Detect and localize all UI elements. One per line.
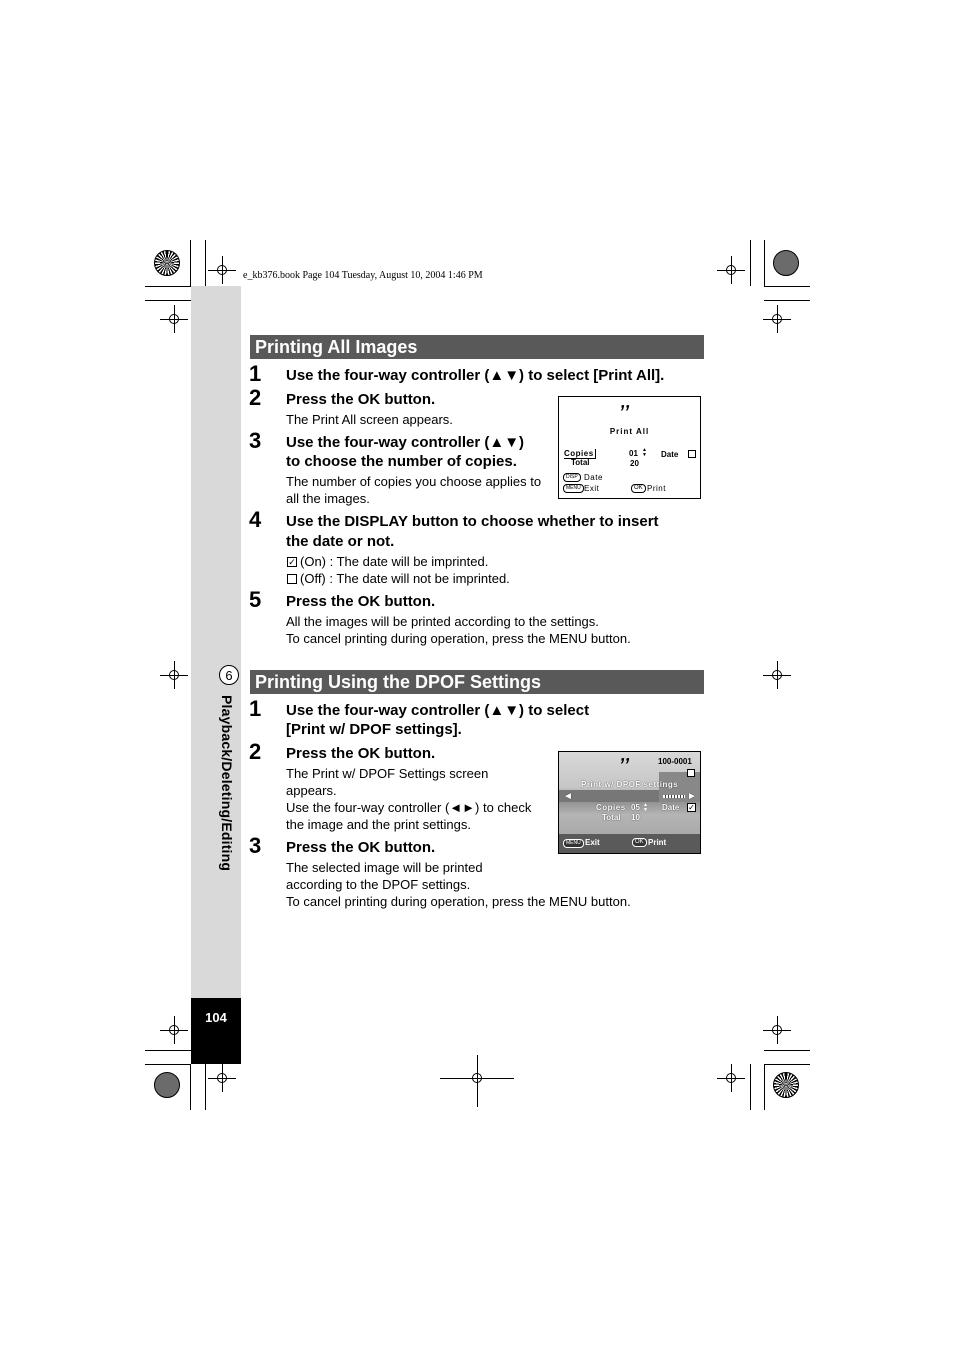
- date-checkbox-checked: ✓: [688, 803, 695, 812]
- disp-badge: DISP: [563, 473, 581, 482]
- crosshair-mark: [174, 1016, 175, 1044]
- step-body: All the images will be printed according to the settings.: [286, 614, 599, 629]
- printer-icon: ʼʼ: [619, 755, 630, 775]
- date-label: Date: [662, 803, 680, 812]
- step-body: all the images.: [286, 491, 370, 506]
- crop-mark: [145, 1064, 191, 1065]
- copies-label: Copies: [564, 449, 594, 458]
- crop-mark: [145, 286, 191, 287]
- step-title: Use the four-way controller (▲▼): [286, 434, 525, 451]
- total-label: Total: [571, 458, 590, 467]
- crop-mark: [145, 300, 191, 301]
- crop-mark: [190, 1064, 191, 1110]
- step-number: 1: [249, 696, 262, 721]
- crop-mark: [750, 1064, 751, 1110]
- ok-label: Print: [647, 484, 666, 493]
- date-checkbox: [688, 450, 696, 458]
- total-value: 10: [631, 813, 640, 822]
- crosshair-mark: [174, 661, 175, 689]
- stepper-arrows-icon: ▲ ▼: [642, 447, 647, 458]
- section-title-printing-all: Printing All Images: [250, 335, 704, 359]
- dpof-screen: [558, 751, 701, 854]
- step-title: Press the OK button.: [286, 745, 436, 762]
- crosshair-mark: [222, 1064, 223, 1092]
- step-number: 4: [249, 507, 262, 532]
- protect-icon: [687, 769, 695, 777]
- menu-badge: MENU: [563, 484, 584, 493]
- step-title: the date or not.: [286, 533, 395, 550]
- checked-box-icon: ✓: [288, 557, 296, 567]
- crosshair-mark: [174, 305, 175, 333]
- step-body: To cancel printing during operation, press the MENU button.: [286, 631, 631, 646]
- step-body: The number of copies you choose applies to: [286, 474, 542, 489]
- disp-label: Date: [584, 473, 603, 482]
- registration-disc-top-right: [773, 250, 799, 276]
- menu-label: Exit: [584, 484, 600, 493]
- menu-badge: MENU: [563, 839, 584, 848]
- step-body: Use the four-way controller (◄►) to check: [286, 800, 532, 815]
- step-body: To cancel printing during operation, press the MENU button.: [286, 894, 631, 909]
- step-title: [Print w/ DPOF settings].: [286, 721, 462, 738]
- step-number: 5: [249, 587, 262, 612]
- step-body: appears.: [286, 783, 337, 798]
- crosshair-mark: [731, 1064, 732, 1092]
- crosshair-mark: [777, 661, 778, 689]
- copies-value: 01: [629, 449, 638, 458]
- ok-badge: OK: [631, 484, 646, 493]
- chapter-number: 6: [219, 665, 239, 685]
- file-number: 100-0001: [658, 757, 692, 766]
- total-label: Total: [602, 813, 621, 822]
- crop-mark: [205, 1064, 206, 1110]
- crop-mark: [764, 300, 810, 301]
- chapter-title: Playback/Deleting/Editing: [219, 695, 235, 872]
- crosshair-mark: [222, 256, 223, 284]
- date-label: Date: [661, 450, 679, 459]
- screen-title: Print All: [609, 427, 650, 436]
- unchecked-box-icon: [287, 574, 297, 584]
- date-off-description: (Off) : The date will not be imprinted.: [300, 571, 510, 586]
- step-body: the image and the print settings.: [286, 817, 472, 832]
- menu-label: Exit: [585, 838, 600, 847]
- step-title: Press the OK button.: [286, 593, 436, 610]
- registration-sunburst-bottom-right: [773, 1072, 799, 1098]
- step-body: The Print All screen appears.: [286, 412, 453, 427]
- print-file-header: e_kb376.book Page 104 Tuesday, August 10, 2004 1:46 PM: [243, 270, 483, 281]
- crosshair-mark: [777, 1016, 778, 1044]
- copies-value: 05: [631, 803, 640, 812]
- printer-icon: ʼʼ: [619, 402, 630, 422]
- crop-mark: [764, 286, 810, 287]
- step-title: Use the four-way controller (▲▼) to select: [286, 702, 590, 719]
- step-title: Use the four-way controller (▲▼) to select [Print All].: [286, 367, 665, 384]
- registration-disc-bottom-left: [154, 1072, 180, 1098]
- crosshair-mark: [477, 1055, 478, 1107]
- page-number-box: [191, 998, 241, 1064]
- stepper-arrows-icon: ▲ ▼: [643, 802, 648, 813]
- crosshair-mark: [731, 256, 732, 284]
- step-number: 1: [249, 361, 262, 386]
- step-title: to choose the number of copies.: [286, 453, 517, 470]
- crop-mark: [764, 1064, 765, 1110]
- step-title: Press the OK button.: [286, 839, 436, 856]
- crosshair-mark: [777, 305, 778, 333]
- date-on-description: (On) : The date will be imprinted.: [300, 554, 489, 569]
- crop-mark: [205, 240, 206, 286]
- crop-mark: [750, 240, 751, 286]
- ok-label: Print: [648, 838, 667, 847]
- screen-title: Print w/ DPOF settings: [581, 780, 679, 789]
- crop-mark: [764, 1050, 810, 1051]
- ok-badge: OK: [632, 838, 647, 847]
- crop-mark: [764, 1064, 810, 1065]
- step-number: 3: [249, 428, 262, 453]
- step-number: 2: [249, 385, 262, 410]
- step-title: Press the OK button.: [286, 391, 436, 408]
- crop-mark: [145, 1050, 191, 1051]
- right-arrow-icon: ►: [687, 791, 697, 802]
- step-number: 3: [249, 833, 262, 858]
- left-arrow-icon: ◄: [563, 791, 573, 802]
- crop-mark: [190, 240, 191, 286]
- step-body: The selected image will be printed: [286, 860, 483, 875]
- step-body: The Print w/ DPOF Settings screen: [286, 766, 489, 781]
- image-scroll-bar: [663, 795, 685, 798]
- step-body: according to the DPOF settings.: [286, 877, 471, 892]
- copies-label: Copies: [596, 803, 626, 812]
- crop-mark: [764, 240, 765, 286]
- registration-sunburst-top-left: [154, 250, 180, 276]
- print-all-screen: [558, 396, 701, 499]
- step-number: 2: [249, 739, 262, 764]
- step-title: Use the DISPLAY button to choose whether to insert: [286, 513, 659, 530]
- page-number: 104: [205, 1010, 227, 1025]
- section-title-printing-dpof: Printing Using the DPOF Settings: [250, 670, 704, 694]
- total-value: 20: [630, 459, 639, 468]
